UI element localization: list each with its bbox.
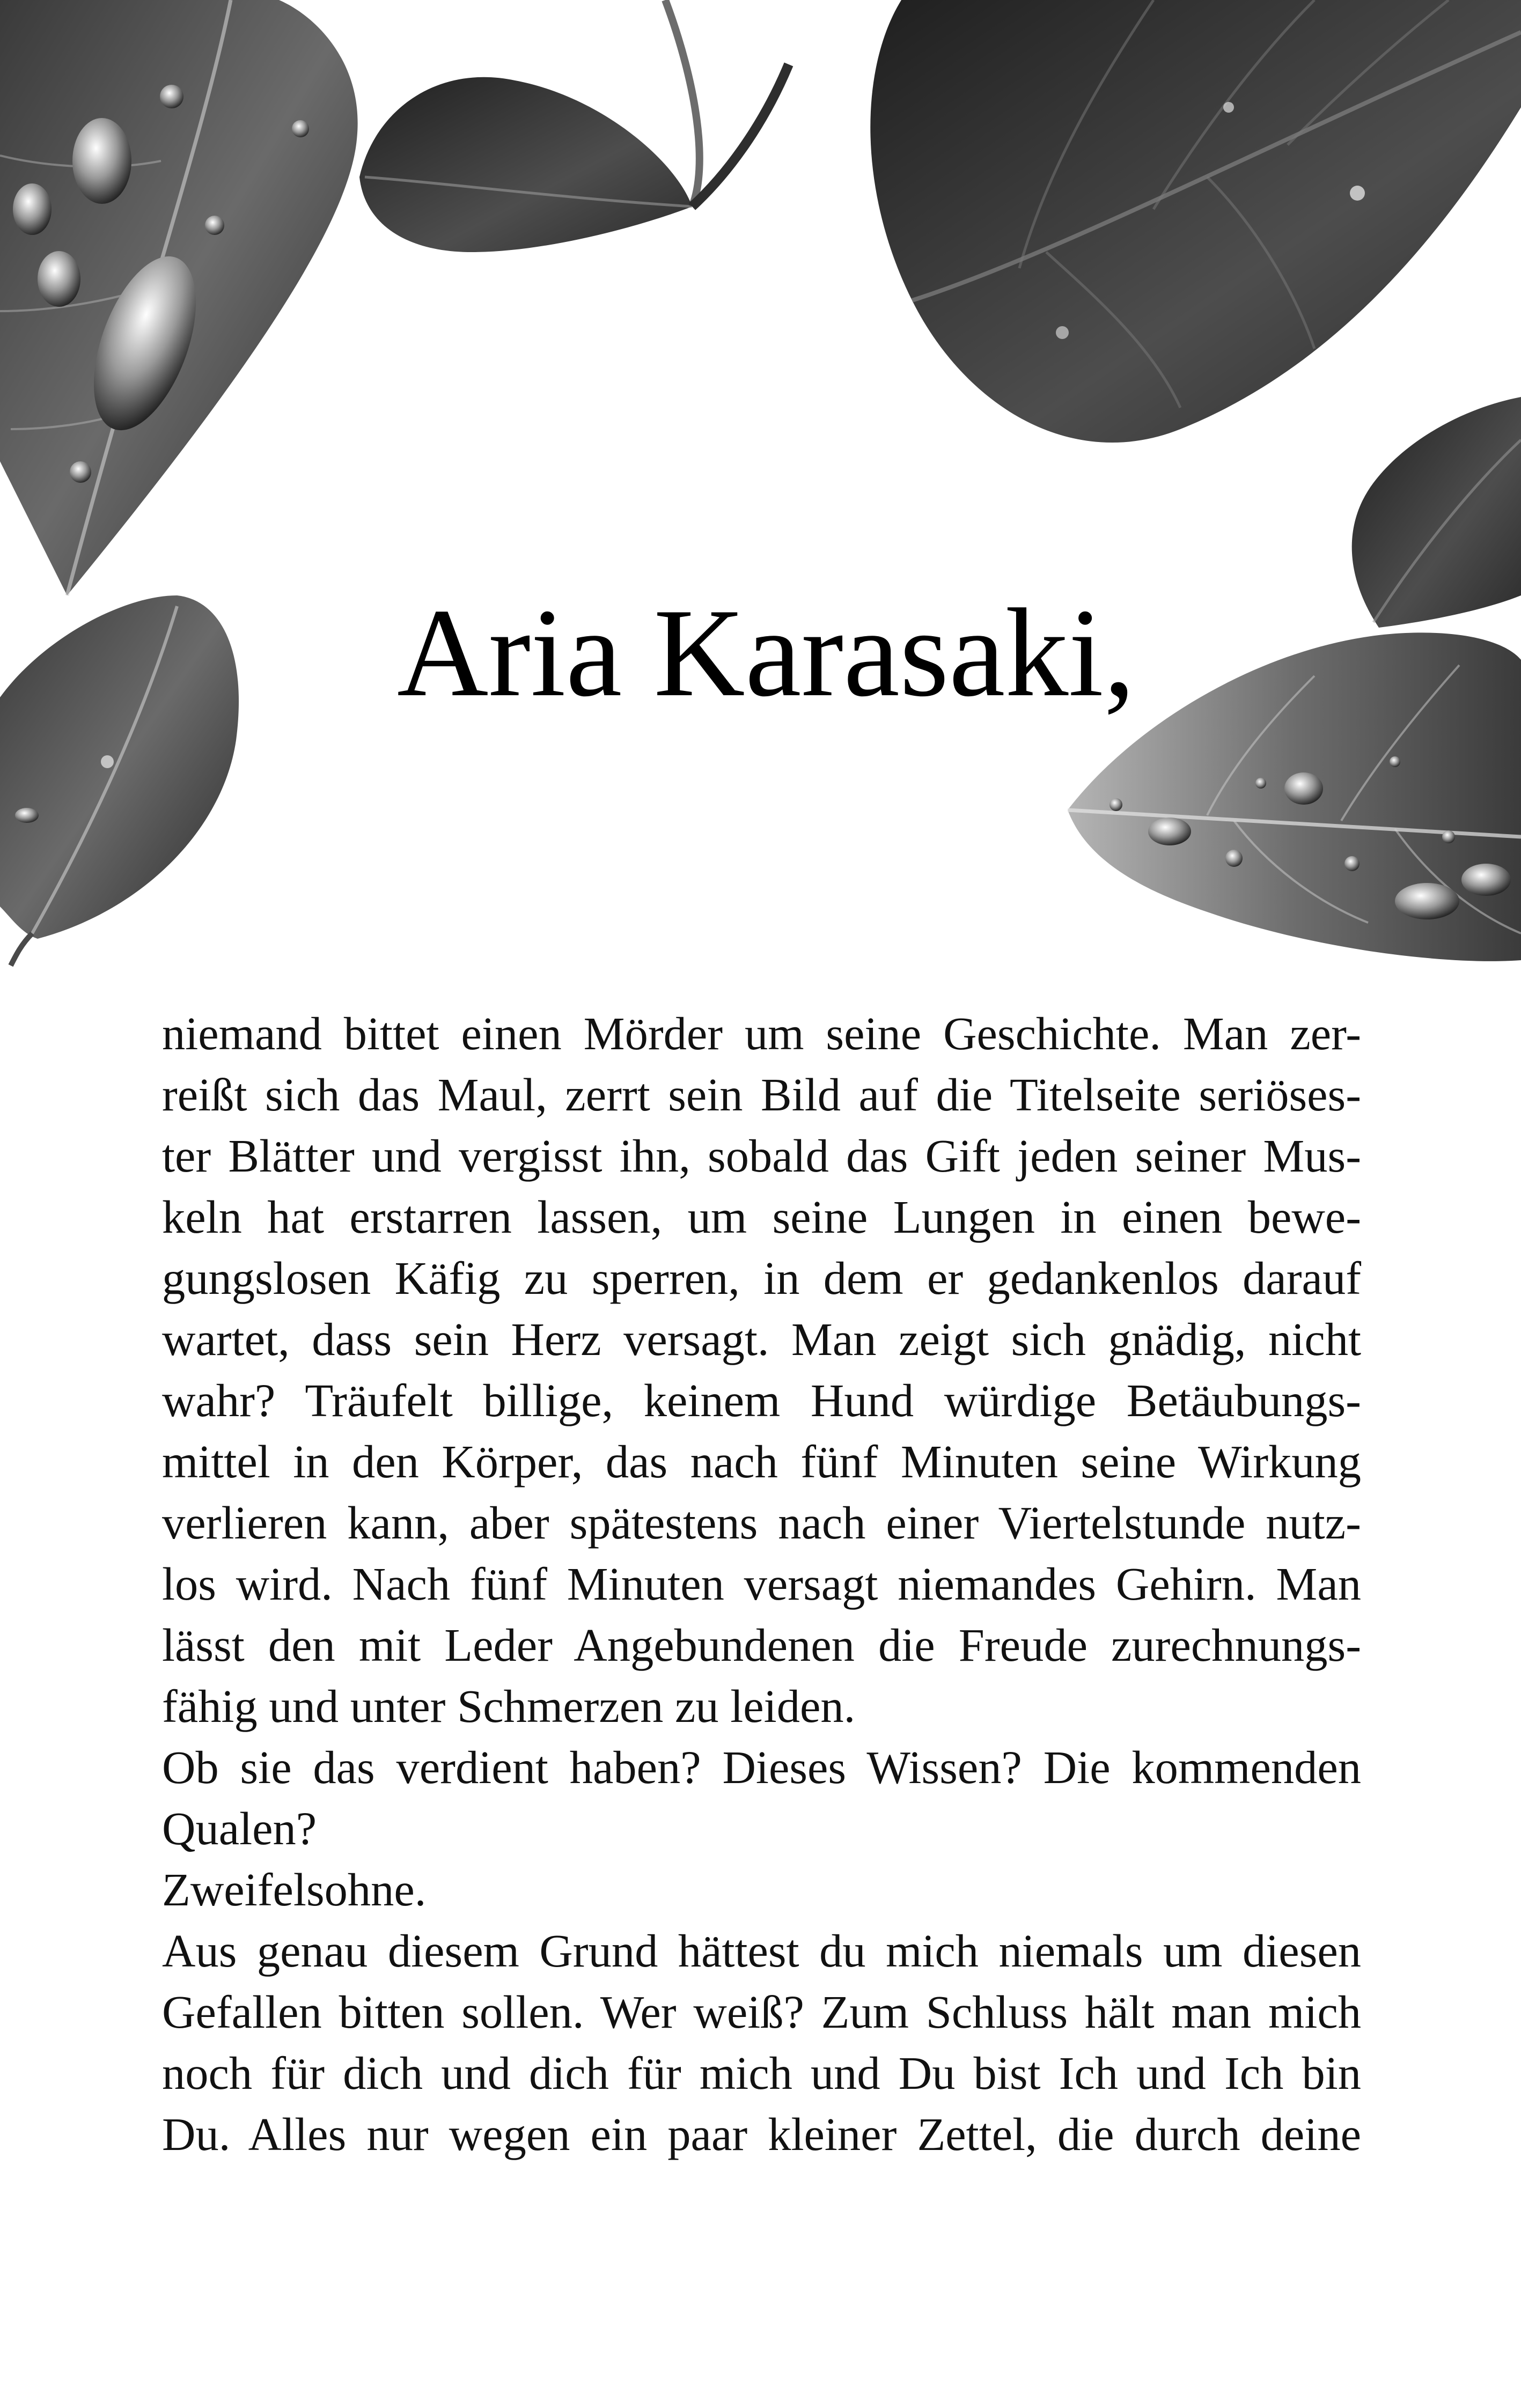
paragraph bbox=[162, 1737, 1361, 1859]
text-line: keln hat erstarren lassen, um seine Lungen in einen bewe- bbox=[162, 1191, 1361, 1243]
text-line: gungslosen Käfig zu sperren, in dem er gedankenlos darauf bbox=[162, 1253, 1361, 1304]
text-line: Du. Alles nur wegen ein paar kleiner Zettel, die durch deine bbox=[162, 2109, 1361, 2160]
text-line: niemand bittet einen Mörder um seine Geschichte. Man zer- bbox=[162, 1008, 1361, 1059]
text-line: Gefallen bitten sollen. Wer weiß? Zum Schluss hält man mich bbox=[162, 1986, 1361, 2038]
text-line: mittel in den Körper, das nach fünf Minuten seine Wirkung bbox=[162, 1436, 1361, 1487]
leaf-top-left bbox=[0, 0, 358, 595]
text-line: wahr? Träufelt billige, keinem Hund würdige Betäubungs- bbox=[162, 1375, 1361, 1426]
text-line: fähig und unter Schmerzen zu leiden. bbox=[162, 1681, 856, 1732]
leaf-bottom-left bbox=[0, 595, 239, 966]
text-line: Qualen? bbox=[162, 1803, 317, 1854]
leaf-top-right bbox=[870, 0, 1521, 443]
letter-body bbox=[162, 1003, 1361, 2165]
leaf-top-center bbox=[359, 0, 789, 252]
text-line: reißt sich das Maul, zerrt sein Bild auf die Titelseite seriöses- bbox=[162, 1069, 1361, 1121]
paragraph bbox=[162, 1859, 1361, 1920]
paragraph bbox=[162, 1003, 1361, 1737]
text-line: los wird. Nach fünf Minuten versagt niemandes Gehirn. Man bbox=[162, 1558, 1361, 1610]
leaves-illustration bbox=[0, 0, 1521, 976]
text-line: lässt den mit Leder Angebundenen die Freude zurechnungs- bbox=[162, 1619, 1361, 1671]
text-line: verlieren kann, aber spätestens nach einer Viertelstunde nutz- bbox=[162, 1497, 1361, 1549]
text-line: wartet, dass sein Herz versagt. Man zeigt sich gnädig, nicht bbox=[162, 1314, 1361, 1365]
letter-salutation: Aria Karasaki, bbox=[397, 583, 1136, 723]
text-line: noch für dich und dich für mich und Du bist Ich und Ich bin bbox=[162, 2048, 1361, 2099]
paragraph bbox=[162, 1920, 1361, 2165]
text-line: Ob sie das verdient haben? Dieses Wissen? Die kommenden bbox=[162, 1742, 1361, 1793]
text-line: Zweifelsohne. bbox=[162, 1864, 427, 1916]
leaf-right-edge bbox=[1352, 397, 1521, 628]
text-line: ter Blätter und vergisst ihn, sobald das Gift jeden seiner Mus- bbox=[162, 1130, 1361, 1182]
text-line: Aus genau diesem Grund hättest du mich niemals um diesen bbox=[162, 1925, 1361, 1977]
